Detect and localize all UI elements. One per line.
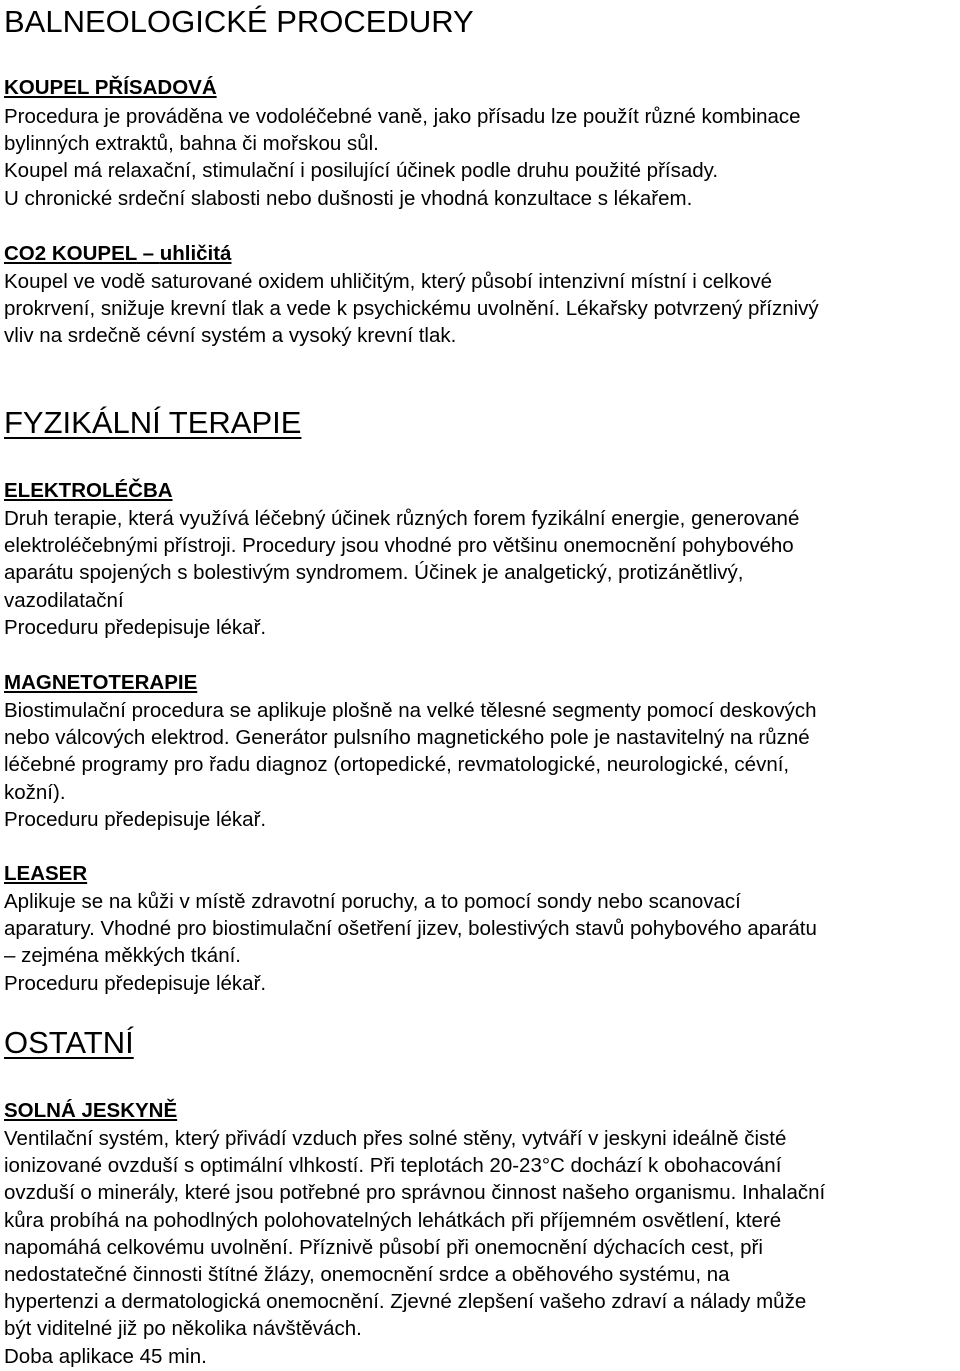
paragraph-koupel-prisadova [4, 103, 801, 212]
text-line: být viditelné již po několika návštěvách. [4, 1317, 362, 1341]
text-line: kůra probíhá na pohodlných polohovatelných lehátkách při příjemném osvětlení, které [4, 1208, 782, 1232]
text-line: U chronické srdeční slabosti nebo dušnosti je vhodná konzultace s lékařem. [4, 186, 693, 210]
text-line: napomáhá celkovému uvolnění. Příznivě působí při onemocnění dýchacích cest, při [4, 1235, 763, 1259]
text-line: aparatury. Vhodné pro biostimulační ošetření jizev, bolestivých stavů pohybového aparátu [4, 917, 817, 941]
heading-koupel-prisadova: KOUPEL PŘÍSADOVÁ [4, 76, 217, 99]
text-line: Druh terapie, která využívá léčebný účinek různých forem fyzikální energie, generované [4, 507, 800, 530]
paragraph-magnetoterapie [4, 697, 816, 833]
heading-leaser: LEASER [4, 862, 88, 885]
paragraph-co2-koupel [4, 268, 819, 350]
section-title-fyzikalni: FYZIKÁLNÍ TERAPIE [4, 405, 302, 440]
heading-co2-koupel-suffix: uhličitá [159, 242, 232, 265]
text-line: Biostimulační procedura se aplikuje plošně na velké tělesné segmenty pomocí deskových [4, 699, 817, 722]
text-line: vliv na srdečně cévní systém a vysoký krevní tlak. [4, 324, 457, 348]
text-line: Procedura je prováděna ve vodoléčebné vaně, jako přísadu lze použít různé kombinace [4, 105, 801, 128]
text-line: nedostatečné činnosti štítné žlázy, onemocnění srdce a oběhového systému, na [4, 1263, 730, 1287]
text-line: bylinných extraktů, bahna či mořskou sůl. [4, 132, 379, 156]
heading-co2-koupel [4, 241, 231, 267]
heading-elektroleceba: ELEKTROLÉČBA [4, 479, 173, 502]
text-line: léčebné programy pro řadu diagnoz (ortopedické, revmatologické, neurologické, cévní, [4, 753, 790, 777]
text-line: Ventilační systém, který přivádí vzduch přes solné stěny, vytváří v jeskyni ideálně čisté [4, 1127, 787, 1150]
paragraph-elektroleceba [4, 505, 799, 641]
text-line: Proceduru předepisuje lékař. [4, 615, 267, 639]
text-line: ionizované ovzduší s optimální vlhkostí. Při teplotách 20-23°C dochází k obohacování [4, 1154, 782, 1178]
text-line: nebo válcových elektrod. Generátor pulsního magnetického pole je nastavitelný na různé [4, 726, 810, 750]
text-line: vazodilatační [4, 588, 124, 612]
text-line: Doba aplikace 45 min. [4, 1344, 207, 1368]
text-line: – zejména měkkých tkání. [4, 944, 241, 968]
text-line: prokrvení, snižuje krevní tlak a vede k psychickému uvolnění. Lékařsky potvrzený příznivý [4, 297, 819, 321]
paragraph-solna-jeskyne [4, 1125, 825, 1370]
text-line: Koupel má relaxační, stimulační i posilující účinek podle druhu použité přísady. [4, 159, 719, 183]
section-title-ostatni: OSTATNÍ [4, 1025, 134, 1060]
heading-solna-jeskyne: SOLNÁ JESKYNĚ [4, 1099, 178, 1122]
text-line: elektroléčebnými přístroji. Procedury jsou vhodné pro většinu onemocnění pohybového [4, 534, 794, 558]
text-line: hypertenzi a dermatologická onemocnění. Zjevné zlepšení vašeho zdraví a nálady může [4, 1290, 807, 1314]
text-line: Aplikuje se na kůži v místě zdravotní poruchy, a to pomocí sondy nebo scanovací [4, 890, 741, 913]
paragraph-leaser [4, 888, 817, 997]
heading-magnetoterapie: MAGNETOTERAPIE [4, 671, 198, 694]
heading-co2-koupel-dash: – [136, 242, 160, 265]
section-title-balneo: BALNEOLOGICKÉ PROCEDURY [4, 4, 474, 39]
text-line: Koupel ve vodě saturované oxidem uhličitým, který působí intenzivní místní i celkové [4, 270, 772, 293]
text-line: Proceduru předepisuje lékař. [4, 971, 267, 995]
text-line: kožní). [4, 780, 66, 804]
heading-co2-koupel-main: CO2 KOUPEL [4, 242, 137, 265]
text-line: Proceduru předepisuje lékař. [4, 807, 267, 831]
text-line: aparátu spojených s bolestivým syndromem. Účinek je analgetický, protizánětlivý, [4, 561, 744, 585]
text-line: ovzduší o minerály, které jsou potřebné pro správnou činnost našeho organismu. Inhalační [4, 1181, 826, 1205]
